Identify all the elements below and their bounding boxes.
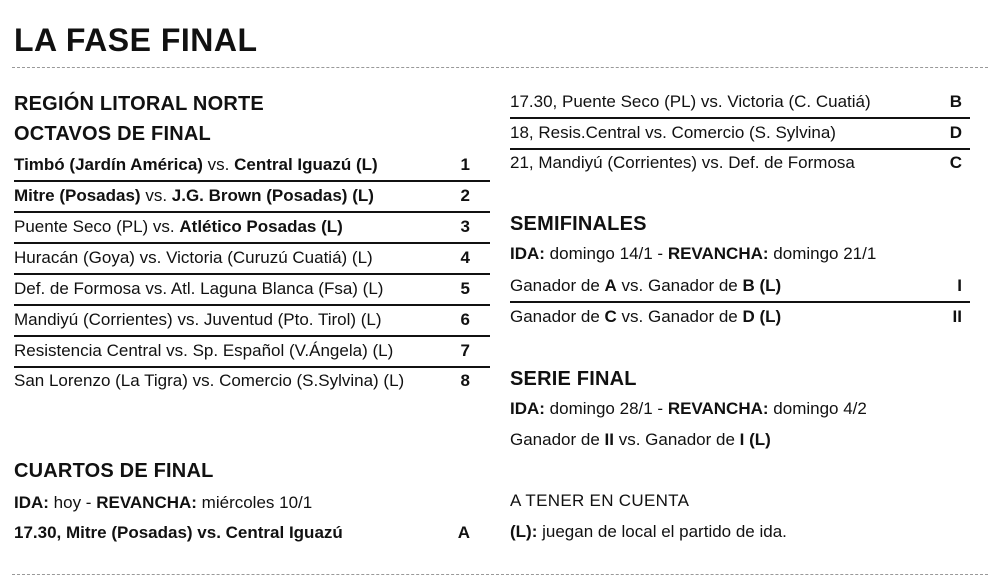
octavos-row: Def. de Formosa vs. Atl. Laguna Blanca (Fsa) (L) 5 [14, 273, 490, 306]
cuartos-row: 18, Resis.Central vs. Comercio (S. Sylvina) D [510, 117, 970, 150]
semifinal-row: Ganador de A vs. Ganador de B (L) I [510, 270, 970, 303]
octavos-code: 2 [460, 186, 470, 205]
page-title: LA FASE FINAL [14, 22, 258, 58]
cuartos-row: 17.30, Puente Seco (PL) vs. Victoria (C. Cuatiá) B [510, 86, 970, 119]
octavos-code: 5 [460, 279, 470, 298]
octavos-row: Huracán (Goya) vs. Victoria (Curuzú Cuatiá) (L) 4 [14, 242, 490, 275]
semifinal-code: I [957, 276, 962, 295]
cuartos-heading: CUARTOS DE FINAL [14, 460, 214, 482]
serie-final-heading: SERIE FINAL [510, 368, 637, 390]
cuartos-code: A [457, 523, 470, 542]
octavos-code: 4 [460, 248, 470, 267]
note-text: (L): juegan de local el partido de ida. [510, 522, 787, 541]
octavos-row: Resistencia Central vs. Sp. Español (V.Ángela) (L) 7 [14, 335, 490, 368]
cuartos-schedule: IDA: hoy - REVANCHA: miércoles 10/1 [14, 493, 313, 512]
note-heading: A TENER EN CUENTA [510, 491, 690, 510]
octavos-row: San Lorenzo (La Tigra) vs. Comercio (S.Sylvina) (L) 8 [14, 365, 490, 396]
octavos-row: Timbó (Jardín América) vs. Central Iguazú (L) 1 [14, 149, 490, 182]
octavos-code: 8 [460, 371, 470, 390]
right-column [510, 0, 970, 584]
cuartos-row: 17.30, Mitre (Posadas) vs. Central Iguazú A [14, 517, 490, 548]
cuartos-code: C [949, 153, 962, 172]
serie-final-match: Ganador de II vs. Ganador de I (L) [510, 430, 771, 449]
octavos-heading: OCTAVOS DE FINAL [14, 123, 211, 145]
cuartos-code: D [949, 123, 962, 142]
semifinales-heading: SEMIFINALES [510, 213, 647, 235]
octavos-row: Mandiyú (Corrientes) vs. Juventud (Pto. Tirol) (L) 6 [14, 304, 490, 337]
octavos-row: Mitre (Posadas) vs. J.G. Brown (Posadas) (L) 2 [14, 180, 490, 213]
cuartos-code: B [949, 92, 962, 111]
octavos-code: 7 [460, 341, 470, 360]
bottom-dashed-divider [12, 574, 988, 575]
serie-final-schedule: IDA: domingo 28/1 - REVANCHA: domingo 4/2 [510, 399, 867, 418]
octavos-code: 6 [460, 310, 470, 329]
semifinal-code: II [952, 307, 962, 326]
octavos-code: 1 [460, 155, 470, 174]
octavos-row: Puente Seco (PL) vs. Atlético Posadas (L) 3 [14, 211, 490, 244]
cuartos-row: 21, Mandiyú (Corrientes) vs. Def. de Formosa C [510, 147, 970, 178]
semifinal-row: Ganador de C vs. Ganador de D (L) II [510, 301, 970, 332]
region-heading: REGIÓN LITORAL NORTE [14, 93, 264, 115]
left-column [14, 0, 490, 584]
semifinales-schedule: IDA: domingo 14/1 - REVANCHA: domingo 21/1 [510, 244, 877, 263]
octavos-code: 3 [460, 217, 470, 236]
